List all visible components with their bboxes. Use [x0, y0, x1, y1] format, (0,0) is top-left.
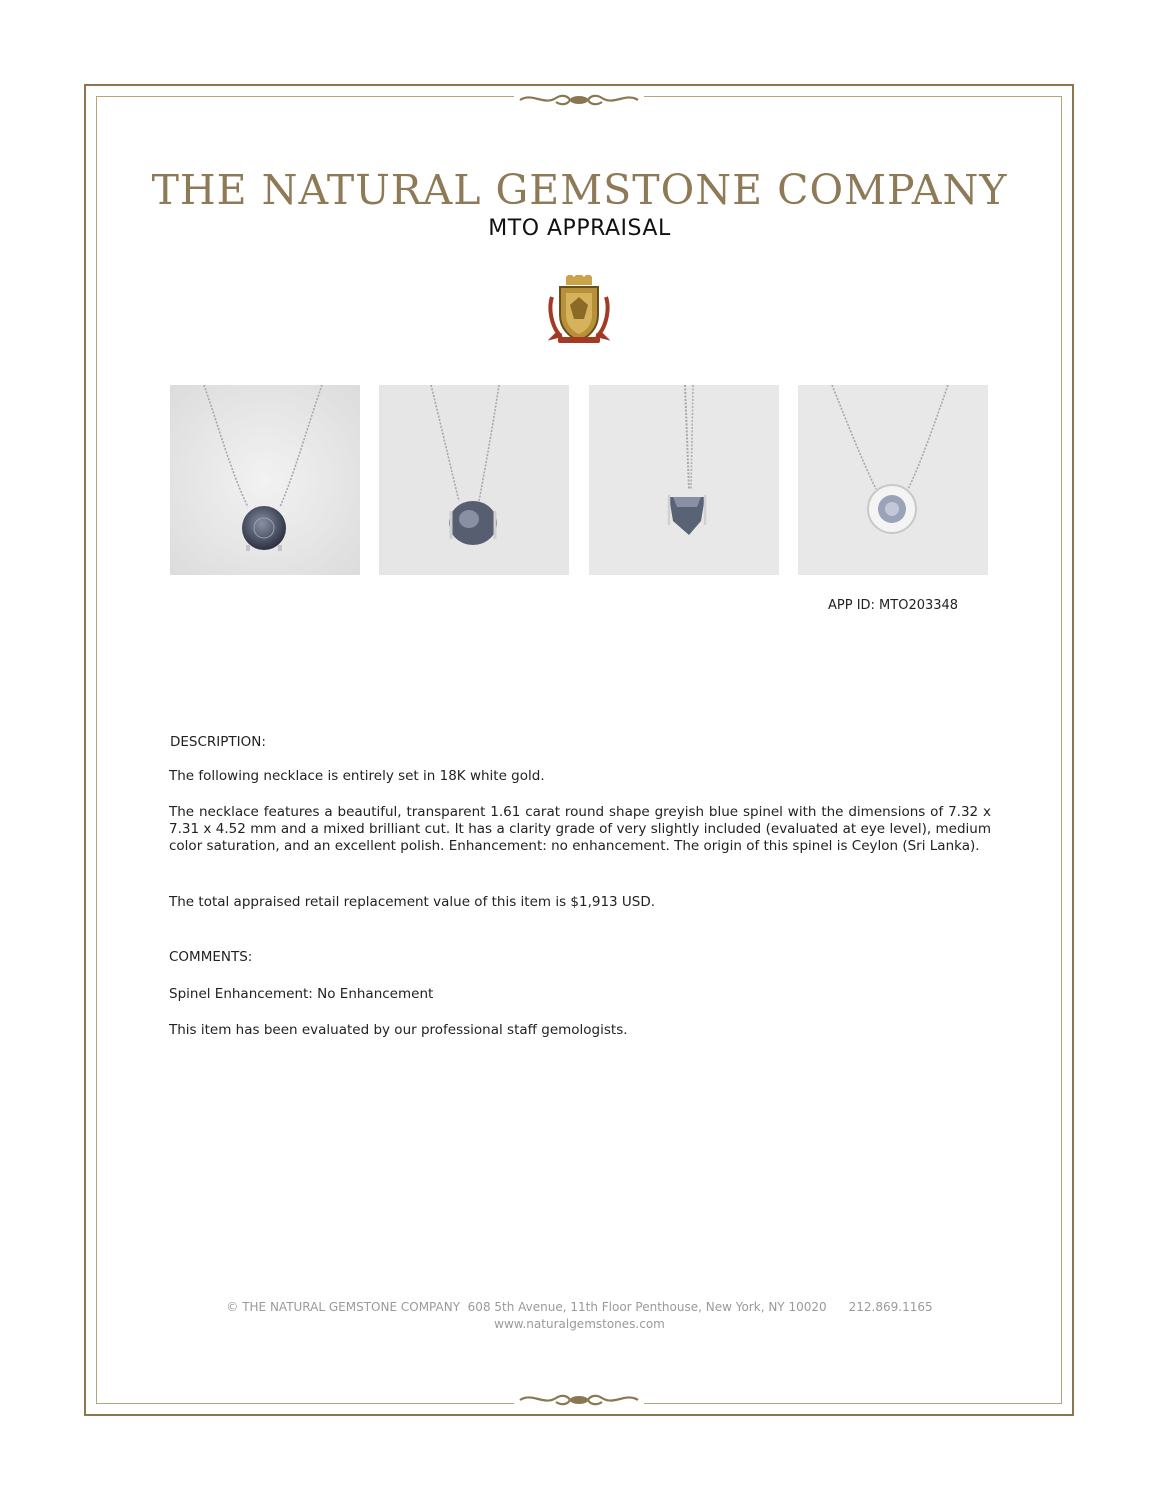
footer-company: © THE NATURAL GEMSTONE COMPANY	[226, 1300, 461, 1314]
bottom-ornament	[514, 1390, 644, 1410]
document-title: MTO APPRAISAL	[488, 216, 671, 241]
appraisal-id: APP ID: MTO203348	[828, 598, 959, 613]
footer-contact	[0, 1300, 1159, 1314]
footer-website[interactable]: www.naturalgemstones.com	[494, 1317, 665, 1331]
product-photo-angled	[379, 385, 569, 575]
product-photo-front	[170, 385, 360, 575]
company-name: THE NATURAL GEMSTONE COMPANY	[151, 166, 1008, 214]
top-ornament	[514, 90, 644, 110]
comment-enhancement: Spinel Enhancement: No Enhancement	[169, 986, 434, 1002]
crest-logo	[548, 275, 610, 347]
description-label: DESCRIPTION:	[170, 734, 266, 750]
description-details: The necklace features a beautiful, transparent 1.61 carat round shape greyish blue spinel with the dimensions of 7.32 x 7.31 x 4.52 mm and a mixed brilliant cut. It has a clarity grade of very slightly included (evaluated at eye level), medium color saturation, and an excellent polish. Enhancement: no enhancement. The origin of this spinel is Ceylon (Sri Lanka).	[169, 804, 991, 854]
product-photo-side	[589, 385, 779, 575]
footer-address: 608 5th Avenue, 11th Floor Penthouse, New York, NY 10020	[467, 1300, 827, 1314]
footer-phone: 212.869.1165	[848, 1300, 933, 1314]
comment-evaluation: This item has been evaluated by our professional staff gemologists.	[169, 1022, 628, 1038]
product-photo-back	[798, 385, 988, 575]
description-intro: The following necklace is entirely set in 18K white gold.	[169, 768, 545, 784]
appraised-value: The total appraised retail replacement value of this item is $1,913 USD.	[169, 894, 656, 910]
comments-label: COMMENTS:	[169, 949, 253, 965]
